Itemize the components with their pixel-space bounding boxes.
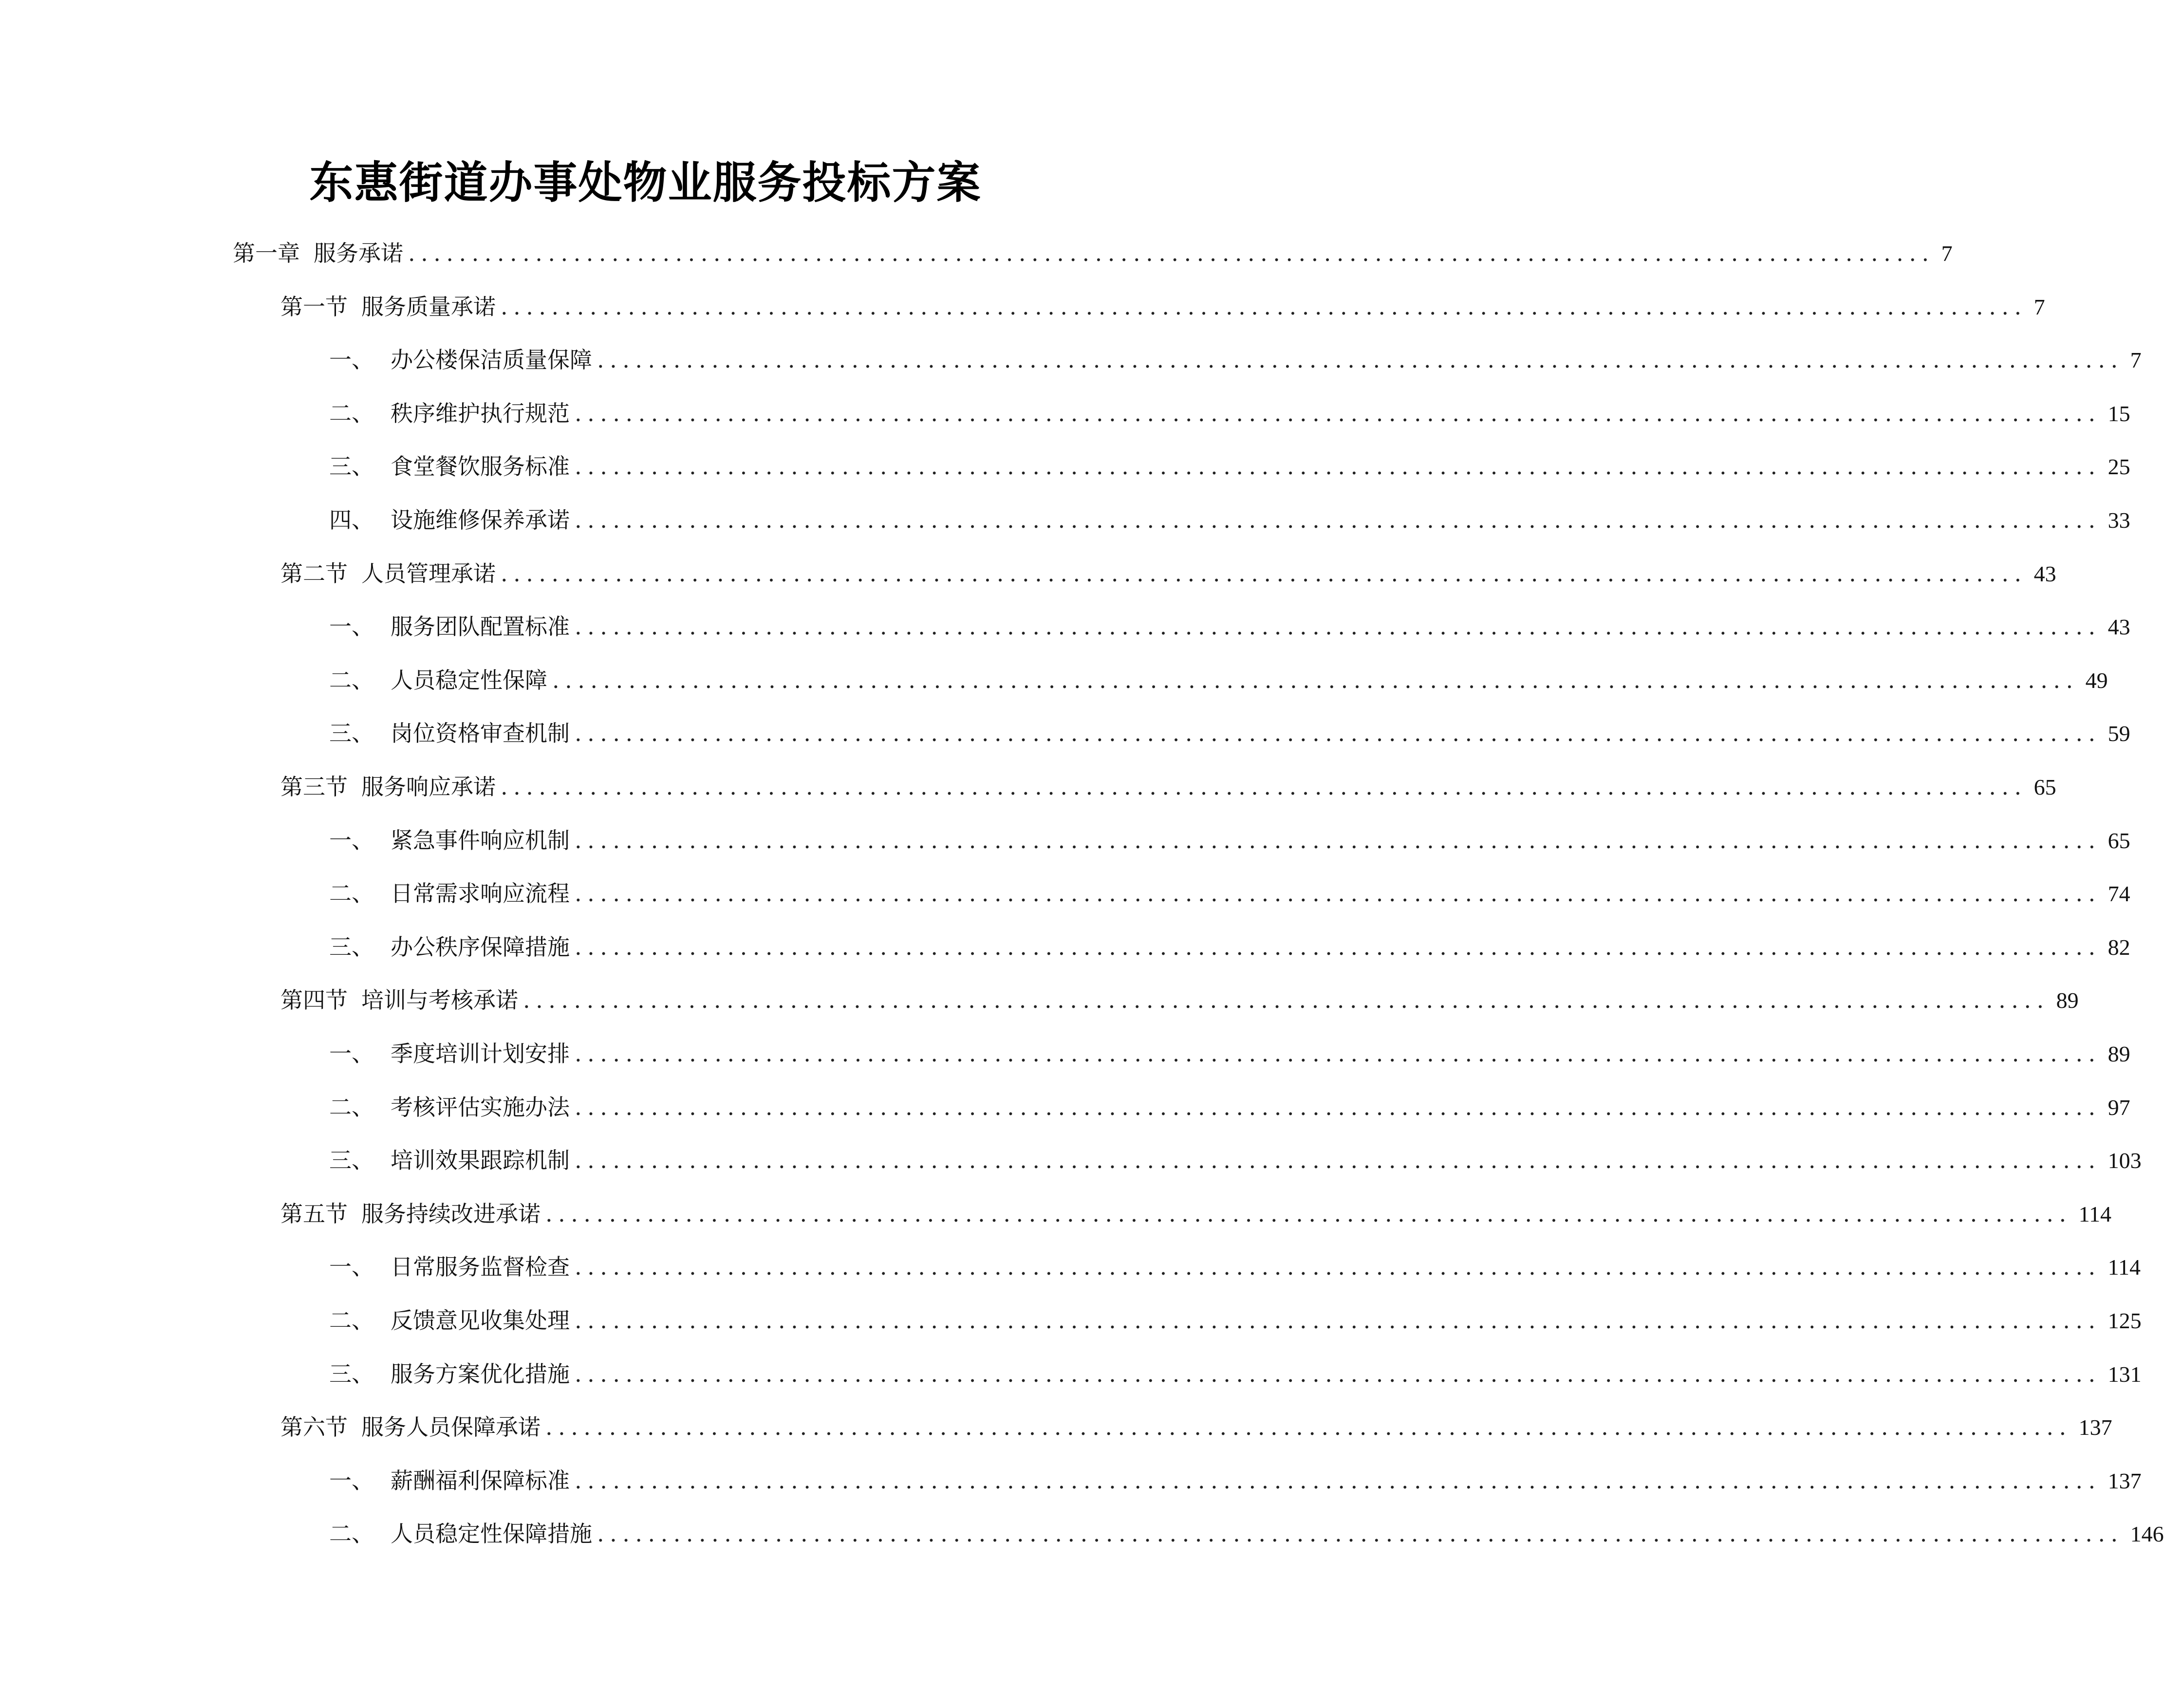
toc-dot-leader: ........................................................................................................................: [575, 453, 2101, 480]
toc-entry-number: 二、: [329, 667, 374, 693]
toc-entry[interactable]: [329, 821, 2130, 860]
toc-dot-leader: ........................................................................................................................: [501, 293, 2027, 320]
toc-entry-number: 第一节: [280, 293, 348, 320]
toc-entry-page-number: 114: [2108, 1255, 2141, 1280]
toc-dot-leader: ........................................................................................................................: [575, 613, 2101, 640]
toc-entry-number: 一、: [329, 613, 374, 640]
toc-entry-label: [329, 1355, 570, 1393]
toc-entry-label: [280, 981, 518, 1020]
toc-entry-number: 第三节: [280, 774, 348, 800]
toc-entry-number: 二、: [329, 1094, 374, 1120]
toc-entry-number: 一、: [329, 1254, 374, 1281]
toc-entry[interactable]: [329, 928, 2130, 966]
toc-entry-label: [329, 821, 570, 860]
toc-entry-label: [233, 234, 403, 273]
toc-dot-leader: ........................................................................................................................: [575, 1040, 2101, 1067]
toc-entry-page-number: 89: [2056, 988, 2079, 1013]
toc-entry-label: [329, 714, 570, 753]
toc-entry-number: 三、: [329, 1147, 374, 1174]
toc-dot-leader: ........................................................................................................................: [575, 933, 2101, 960]
toc-entry-page-number: 49: [2085, 668, 2108, 693]
toc-entry[interactable]: [329, 1247, 2141, 1286]
toc-dot-leader: ........................................................................................................................: [575, 1094, 2101, 1120]
toc-dot-leader: ........................................................................................................................: [575, 1147, 2101, 1174]
toc-entry-number: 一、: [329, 1040, 374, 1067]
toc-entry-page-number: 114: [2078, 1201, 2111, 1226]
toc-entry-title: 反馈意见收集处理: [391, 1307, 570, 1334]
toc-entry-page-number: 33: [2108, 508, 2130, 533]
toc-entry-page-number: 59: [2108, 721, 2130, 746]
toc-entry-label: [329, 607, 570, 646]
toc-entry-page-number: 25: [2108, 454, 2130, 480]
toc-entry-label: [329, 928, 570, 966]
toc-entry-number: 三、: [329, 720, 374, 747]
toc-dot-leader: ........................................................................................................................: [575, 827, 2101, 854]
toc-entry-number: 一、: [329, 347, 374, 373]
toc-dot-leader: ........................................................................................................................: [575, 1467, 2101, 1494]
toc-entry-page-number: 7: [2033, 294, 2045, 319]
toc-entry-title: 薪酬福利保障标准: [391, 1467, 570, 1494]
toc-entry-page-number: 137: [2108, 1468, 2142, 1493]
toc-entry-number: 一、: [329, 827, 374, 854]
toc-entry-label: [280, 1194, 541, 1233]
toc-entry-number: 二、: [329, 1307, 374, 1334]
toc-entry-label: [329, 661, 547, 700]
toc-entry-label: [329, 1514, 592, 1553]
toc-entry-label: [280, 767, 496, 806]
toc-entry-page-number: 137: [2078, 1415, 2112, 1440]
toc-entry-number: 第一章: [233, 240, 300, 266]
toc-dot-leader: ........................................................................................................................: [575, 880, 2101, 907]
toc-entry-page-number: 65: [2033, 775, 2056, 799]
toc-entry-page-number: 7: [2130, 348, 2142, 373]
toc-entry[interactable]: [329, 607, 2130, 646]
document-title: 东惠街道办事处物业服务投标方案: [309, 157, 982, 208]
toc-dot-leader: ........................................................................................................................: [575, 1307, 2101, 1334]
toc-entry-number: 三、: [329, 933, 374, 960]
toc-dot-leader: ........................................................................................................................: [575, 1360, 2101, 1387]
toc-entry[interactable]: [329, 501, 2130, 539]
toc-entry-title: 办公秩序保障措施: [391, 933, 570, 960]
toc-entry-title: 服务承诺: [314, 240, 403, 266]
toc-entry[interactable]: [329, 447, 2130, 486]
toc-entry-title: 人员稳定性保障措施: [391, 1521, 592, 1547]
toc-entry-label: [329, 1301, 570, 1340]
toc-entry-number: 三、: [329, 453, 374, 480]
toc-entry-number: 二、: [329, 1521, 374, 1547]
toc-entry-label: [280, 287, 496, 326]
toc-entry-number: 第四节: [280, 987, 348, 1014]
toc-entry-page-number: 7: [1941, 241, 1953, 266]
toc-entry-title: 紧急事件响应机制: [391, 827, 570, 854]
toc-entry-title: 服务人员保障承诺: [361, 1414, 541, 1441]
toc-entry[interactable]: [280, 554, 2056, 593]
toc-entry-label: [329, 1088, 570, 1127]
toc-entry-title: 服务方案优化措施: [391, 1360, 570, 1387]
toc-entry-title: 服务响应承诺: [361, 774, 496, 800]
toc-entry-page-number: 146: [2130, 1522, 2164, 1547]
toc-entry-label: [329, 1461, 570, 1500]
toc-dot-leader: ........................................................................................................................: [575, 507, 2101, 533]
toc-entry-label: [329, 1034, 570, 1073]
toc-entry-title: 培训与考核承诺: [361, 987, 518, 1014]
toc-entry[interactable]: [329, 661, 2108, 700]
toc-entry-label: [329, 1141, 570, 1180]
toc-entry-number: 二、: [329, 400, 374, 427]
toc-dot-leader: ........................................................................................................................: [523, 987, 2050, 1014]
toc-entry-title: 培训效果跟踪机制: [391, 1147, 570, 1174]
toc-dot-leader: ........................................................................................................................: [552, 667, 2079, 693]
toc-entry[interactable]: [329, 714, 2130, 753]
toc-entry-title: 设施维修保养承诺: [391, 507, 570, 533]
toc-entry[interactable]: [233, 234, 1953, 273]
toc-entry[interactable]: [329, 874, 2130, 913]
toc-dot-leader: ........................................................................................................................: [575, 400, 2101, 427]
toc-entry-title: 岗位资格审查机制: [391, 720, 570, 747]
toc-entry[interactable]: [280, 287, 2045, 326]
toc-dot-leader: ........................................................................................................................: [597, 1521, 2124, 1547]
toc-entry-label: [329, 874, 570, 913]
toc-dot-leader: ........................................................................................................................: [501, 774, 2027, 800]
toc-entry-page-number: 125: [2108, 1308, 2142, 1333]
toc-entry-number: 第五节: [280, 1200, 348, 1227]
toc-entry-page-number: 103: [2108, 1148, 2142, 1173]
toc-entry-title: 服务团队配置标准: [391, 613, 570, 640]
toc-entry[interactable]: [329, 1141, 2142, 1180]
toc-dot-leader: ........................................................................................................................: [408, 240, 1935, 266]
toc-entry-page-number: 82: [2108, 934, 2130, 960]
toc-entry-page-number: 43: [2108, 614, 2130, 640]
toc-entry[interactable]: [329, 1355, 2142, 1393]
toc-entry-label: [280, 1408, 541, 1447]
toc-entry-page-number: 74: [2108, 881, 2130, 907]
toc-entry-page-number: 15: [2108, 401, 2130, 426]
toc-entry[interactable]: [329, 1301, 2142, 1340]
toc-entry-title: 季度培训计划安排: [391, 1040, 570, 1067]
toc-dot-leader: ........................................................................................................................: [501, 560, 2027, 587]
toc-entry[interactable]: [329, 1461, 2142, 1500]
toc-entry-number: 第六节: [280, 1414, 348, 1441]
toc-entry-label: [329, 394, 570, 433]
toc-entry-number: 二、: [329, 880, 374, 907]
toc-entry-page-number: 43: [2033, 561, 2056, 586]
toc-entry-number: 第二节: [280, 560, 348, 587]
toc-entry[interactable]: [329, 394, 2130, 433]
toc-dot-leader: ........................................................................................................................: [597, 347, 2124, 373]
toc-entry-title: 人员稳定性保障: [391, 667, 547, 693]
toc-entry[interactable]: [329, 1088, 2130, 1127]
toc-entry[interactable]: [280, 1408, 2112, 1447]
toc-entry[interactable]: [329, 1034, 2130, 1073]
toc-entry-title: 秩序维护执行规范: [391, 400, 570, 427]
toc-entry-title: 日常需求响应流程: [391, 880, 570, 907]
toc-entry-page-number: 97: [2108, 1095, 2130, 1120]
toc-entry-label: [329, 501, 570, 539]
toc-entry-page-number: 65: [2108, 828, 2130, 853]
toc-dot-leader: ........................................................................................................................: [575, 720, 2101, 747]
toc-entry-label: [329, 447, 570, 486]
toc-entry-label: [329, 1247, 570, 1286]
toc-entry-page-number: 131: [2108, 1361, 2142, 1387]
toc-entry[interactable]: [280, 1194, 2111, 1233]
toc-entry-title: 服务持续改进承诺: [361, 1200, 541, 1227]
toc-entry-label: [329, 340, 592, 379]
toc-entry-number: 三、: [329, 1360, 374, 1387]
toc-entry-title: 服务质量承诺: [361, 293, 496, 320]
toc-entry-number: 一、: [329, 1467, 374, 1494]
toc-entry[interactable]: [329, 340, 2142, 379]
toc-dot-leader: ........................................................................................................................: [545, 1414, 2072, 1441]
toc-entry-title: 日常服务监督检查: [391, 1254, 570, 1281]
toc-entry[interactable]: [280, 767, 2056, 806]
toc-entry-title: 食堂餐饮服务标准: [391, 453, 570, 480]
toc-entry[interactable]: [329, 1514, 2164, 1553]
toc-entry-number: 四、: [329, 507, 374, 533]
toc-entry-title: 人员管理承诺: [361, 560, 496, 587]
toc-entry-title: 考核评估实施办法: [391, 1094, 570, 1120]
toc-entry-label: [280, 554, 496, 593]
toc-entry-title: 办公楼保洁质量保障: [391, 347, 592, 373]
toc-dot-leader: ........................................................................................................................: [545, 1200, 2072, 1227]
toc-entry[interactable]: [280, 981, 2079, 1020]
toc-entry-page-number: 89: [2108, 1041, 2130, 1066]
toc-dot-leader: ........................................................................................................................: [575, 1254, 2101, 1281]
